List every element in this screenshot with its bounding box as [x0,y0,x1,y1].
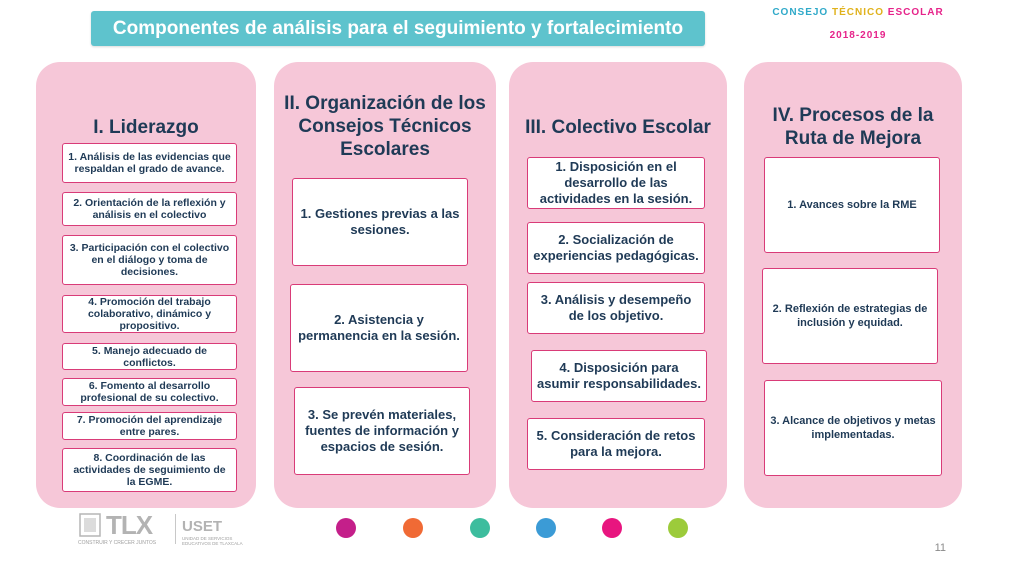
decorative-dot-1 [336,518,356,538]
procesos-item-2: 2. Reflexión de estrategias de inclusión y equidad. [762,268,938,364]
slide-title: Componentes de análisis para el seguimiento y fortalecimiento [91,11,705,46]
logo-divider [175,514,176,544]
decorative-dot-5 [602,518,622,538]
organizacion-item-3: 3. Se prevén materiales, fuentes de información y espacios de sesión. [294,387,470,475]
procesos-item-3: 3. Alcance de objetivos y metas implementadas. [764,380,942,476]
column-title-organizacion: II. Organización de los Consejos Técnicos Escolares [284,93,486,160]
liderazgo-item-1: 1. Análisis de las evidencias que respaldan el grado de avance. [62,143,237,183]
colectivo-item-3: 3. Análisis y desempeño de los objetivo. [527,282,705,334]
cte-word-tecnico: TÉCNICO [832,7,884,18]
liderazgo-item-7: 7. Promoción del aprendizaje entre pares. [62,412,237,440]
colectivo-item-1: 1. Disposición en el desarrollo de las actividades en la sesión. [527,157,705,209]
decorative-dot-2 [403,518,423,538]
column-title-procesos: IV. Procesos de la Ruta de Mejora [772,105,934,149]
cte-word-consejo: CONSEJO [772,7,829,18]
uset-logo-caption: UNIDAD DE SERVICIOS EDUCATIVOS DE TLAXCALA [182,536,243,546]
procesos-item-1: 1. Avances sobre la RME [764,157,940,253]
column-procesos [744,62,962,508]
liderazgo-item-2: 2. Orientación de la reflexión y análisis en el colectivo [62,192,237,226]
cte-label [760,7,956,18]
decorative-dot-6 [668,518,688,538]
column-organizacion [274,62,496,508]
uset-logo-text: USET [182,518,223,535]
cte-word-escolar: ESCOLAR [887,7,944,18]
organizacion-item-1: 1. Gestiones previas a las sesiones. [292,178,468,266]
decorative-dot-4 [536,518,556,538]
liderazgo-item-8: 8. Coordinación de las actividades de seguimiento de la EGME. [62,448,237,492]
liderazgo-item-5: 5. Manejo adecuado de conflictos. [62,343,237,370]
colectivo-item-5: 5. Consideración de retos para la mejora. [527,418,705,470]
decorative-dot-3 [470,518,490,538]
liderazgo-item-4: 4. Promoción del trabajo colaborativo, dinámico y propositivo. [62,295,237,333]
organizacion-item-2: 2. Asistencia y permanencia en la sesión. [290,284,468,372]
page-number: 11 [934,542,946,554]
tlx-logo-text: TLX [106,510,153,540]
colectivo-item-2: 2. Socialización de experiencias pedagógicas. [527,222,705,274]
column-title-liderazgo: I. Liderazgo [93,117,199,138]
column-title-colectivo: III. Colectivo Escolar [525,117,711,138]
liderazgo-item-6: 6. Fomento al desarrollo profesional de su colectivo. [62,378,237,406]
colectivo-item-4: 4. Disposición para asumir responsabilidades. [531,350,707,402]
school-year: 2018-2019 [829,30,887,41]
column-colectivo [509,62,727,508]
column-liderazgo [36,62,256,508]
tlx-logo-caption: CONSTRUIR Y CRECER JUNTOS [78,540,157,546]
institution-logos [78,510,258,552]
liderazgo-item-3: 3. Participación con el colectivo en el diálogo y toma de decisiones. [62,235,237,285]
